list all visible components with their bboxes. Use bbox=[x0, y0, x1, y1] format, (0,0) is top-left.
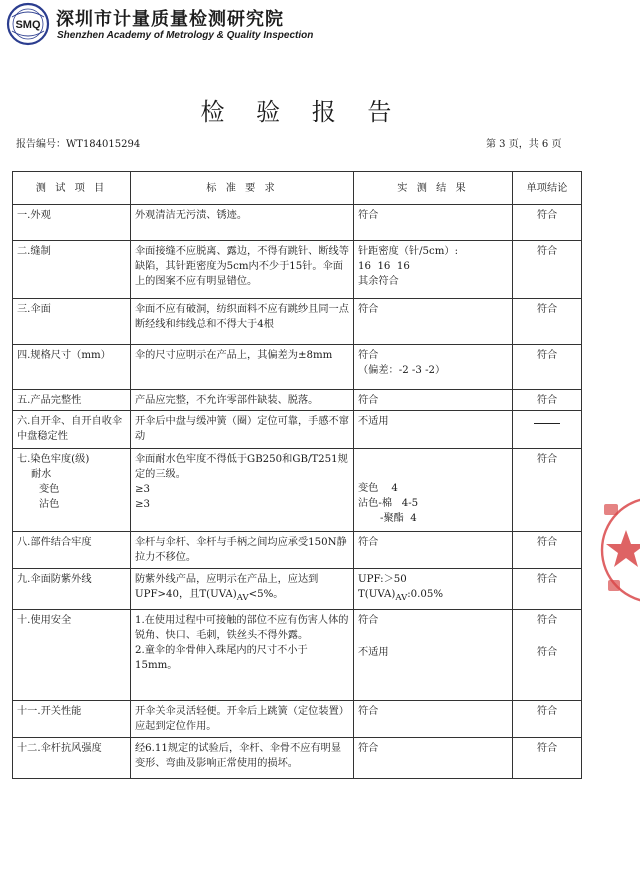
row-requirement: 伞面接缝不应脱离、露边，不得有跳针、断线等缺陷，其针距密度为5cm内不少于15针。伞面上的图案不应有明显错位。 bbox=[131, 241, 354, 299]
row-requirement bbox=[131, 448, 354, 532]
report-number: 报告编号：WT184015294 bbox=[16, 139, 141, 150]
page-indicator: 第 3 页，共 6 页 bbox=[486, 139, 562, 150]
header-result: 实 测 结 果 bbox=[354, 172, 513, 205]
header-test-item: 测 试 项 目 bbox=[13, 172, 131, 205]
smq-logo-icon bbox=[6, 2, 50, 46]
row-conclusion: 符合 bbox=[513, 700, 582, 738]
item-sub: 变色 bbox=[39, 483, 60, 495]
row-item bbox=[13, 448, 131, 532]
org-name-cn: 深圳市计量质量检测研究院 bbox=[56, 9, 284, 30]
row-result bbox=[354, 345, 513, 390]
table-row bbox=[13, 738, 582, 779]
row-result bbox=[354, 448, 513, 532]
table-row bbox=[13, 609, 582, 700]
row-conclusion: 符合 bbox=[513, 389, 582, 410]
item-sub: 沾色 bbox=[39, 498, 60, 510]
row-requirement: 经6.11规定的试验后，伞杆、伞骨不应有明显变形、弯曲及影响正常使用的损坏。 bbox=[131, 738, 354, 779]
result-line: 其余符合 bbox=[358, 276, 399, 288]
table-header-row bbox=[13, 172, 582, 205]
conclusion-line: 符合 bbox=[536, 646, 558, 658]
row-requirement: 伞面不应有破洞，纺织面料不应有跳纱且同一点断经线和纬线总和不得大于4根 bbox=[131, 299, 354, 345]
table-row bbox=[13, 345, 582, 390]
row-item: 十.使用安全 bbox=[13, 609, 131, 700]
row-item: 二.缝制 bbox=[13, 241, 131, 299]
item-sub: 耐水 bbox=[31, 468, 52, 480]
conclusion-line: 符合 bbox=[536, 614, 558, 626]
table-row bbox=[13, 204, 582, 241]
table-row bbox=[13, 411, 582, 449]
row-requirement: 产品应完整，不允许零部件缺装、脱落。 bbox=[131, 389, 354, 410]
table-row bbox=[13, 532, 582, 569]
row-conclusion: 符合 bbox=[513, 569, 582, 610]
req-text: 防紫外线产品，应明示在产品上，应达到UPF>40，且T(UVA) bbox=[135, 574, 319, 601]
result-text: T(UVA) bbox=[358, 589, 396, 601]
row-conclusion: 符合 bbox=[513, 299, 582, 345]
row-item: 十一.开关性能 bbox=[13, 700, 131, 738]
row-requirement: 开伞后中盘与缓冲簧（圈）定位可靠，手感不窜动 bbox=[131, 411, 354, 449]
row-conclusion: 符合 bbox=[513, 738, 582, 779]
row-item: 四.规格尺寸（mm） bbox=[13, 345, 131, 390]
result-text: :0.05% bbox=[407, 589, 444, 601]
row-result: 符合 bbox=[354, 389, 513, 410]
row-requirement: 开伞关伞灵活轻便。开伞后上跳簧（定位装置）应起到定位作用。 bbox=[131, 700, 354, 738]
result-line: 沾色-棉 4-5 bbox=[358, 497, 419, 509]
req-line: 2.童伞的伞骨伸入珠尾内的尺寸不小于15mm。 bbox=[135, 644, 308, 671]
row-result: 符合 bbox=[354, 700, 513, 738]
table-row bbox=[13, 389, 582, 410]
row-conclusion: 符合 bbox=[513, 532, 582, 569]
result-line: （偏差：-2 -3 -2） bbox=[358, 365, 446, 377]
row-conclusion: 符合 bbox=[513, 345, 582, 390]
row-requirement: 伞杆与伞杆、伞杆与手柄之间均应承受150N静拉力不移位。 bbox=[131, 532, 354, 569]
result-subscript: AV bbox=[395, 593, 408, 604]
table-row bbox=[13, 448, 582, 532]
letterhead bbox=[0, 0, 640, 50]
row-result: 符合 bbox=[354, 204, 513, 241]
result-line: 不适用 bbox=[358, 646, 389, 658]
row-result bbox=[354, 569, 513, 610]
item-title: 七.染色牢度(级) bbox=[17, 453, 90, 465]
row-item: 八.部件结合牢度 bbox=[13, 532, 131, 569]
row-result: 不适用 bbox=[354, 411, 513, 449]
table-row bbox=[13, 569, 582, 610]
row-item: 三.伞面 bbox=[13, 299, 131, 345]
row-item: 九.伞面防紫外线 bbox=[13, 569, 131, 610]
result-line: 16 16 16 bbox=[358, 261, 410, 273]
row-conclusion: 符合 bbox=[513, 448, 582, 532]
header-standard: 标 准 要 求 bbox=[131, 172, 354, 205]
req-line: 1.在使用过程中可接触的部位不应有伤害人体的锐角、快口、毛刺，铁丝头不得外露。 bbox=[135, 614, 349, 641]
result-line: 针距密度（针/5cm）: bbox=[358, 246, 459, 258]
row-result bbox=[354, 609, 513, 700]
logo-text: SMQ bbox=[15, 19, 41, 31]
row-conclusion: 符合 bbox=[513, 204, 582, 241]
row-item: 五.产品完整性 bbox=[13, 389, 131, 410]
org-name-en: Shenzhen Academy of Metrology & Quality Inspection bbox=[57, 30, 314, 41]
table-row bbox=[13, 700, 582, 738]
header-conclusion: 单项结论 bbox=[513, 172, 582, 205]
req-line: 伞面耐水色牢度不得低于GB250和GB/T251规定的三级。 bbox=[135, 453, 348, 480]
result-line: UPF:＞50 bbox=[358, 574, 407, 586]
row-conclusion: 符合 bbox=[513, 241, 582, 299]
row-result: 符合 bbox=[354, 738, 513, 779]
row-requirement: 外观清洁无污渍、锈迹。 bbox=[131, 204, 354, 241]
row-result: 符合 bbox=[354, 299, 513, 345]
official-stamp-icon bbox=[596, 492, 640, 608]
row-result: 符合 bbox=[354, 532, 513, 569]
row-requirement bbox=[131, 569, 354, 610]
row-item: 一.外观 bbox=[13, 204, 131, 241]
row-requirement: 伞的尺寸应明示在产品上，其偏差为±8mm bbox=[131, 345, 354, 390]
req-subscript: AV bbox=[236, 593, 249, 604]
req-text: <5%。 bbox=[248, 589, 284, 601]
result-line: 符合 bbox=[358, 614, 379, 626]
table-row bbox=[13, 299, 582, 345]
result-line: 变色 4 bbox=[358, 482, 398, 494]
req-line: ≥3 bbox=[135, 498, 151, 510]
document-title: 检 验 报 告 bbox=[200, 98, 404, 126]
row-conclusion bbox=[513, 609, 582, 700]
inspection-table bbox=[12, 171, 582, 779]
table-row bbox=[13, 241, 582, 299]
row-item: 六.自开伞、自开自收伞中盘稳定性 bbox=[13, 411, 131, 449]
result-line: 符合 bbox=[358, 350, 379, 362]
row-requirement bbox=[131, 609, 354, 700]
not-applicable-dash bbox=[534, 423, 560, 424]
row-result bbox=[354, 241, 513, 299]
row-item: 十二.伞杆抗风强度 bbox=[13, 738, 131, 779]
result-line: -聚酯 4 bbox=[380, 512, 417, 524]
req-line: ≥3 bbox=[135, 483, 151, 495]
row-conclusion bbox=[513, 411, 582, 449]
